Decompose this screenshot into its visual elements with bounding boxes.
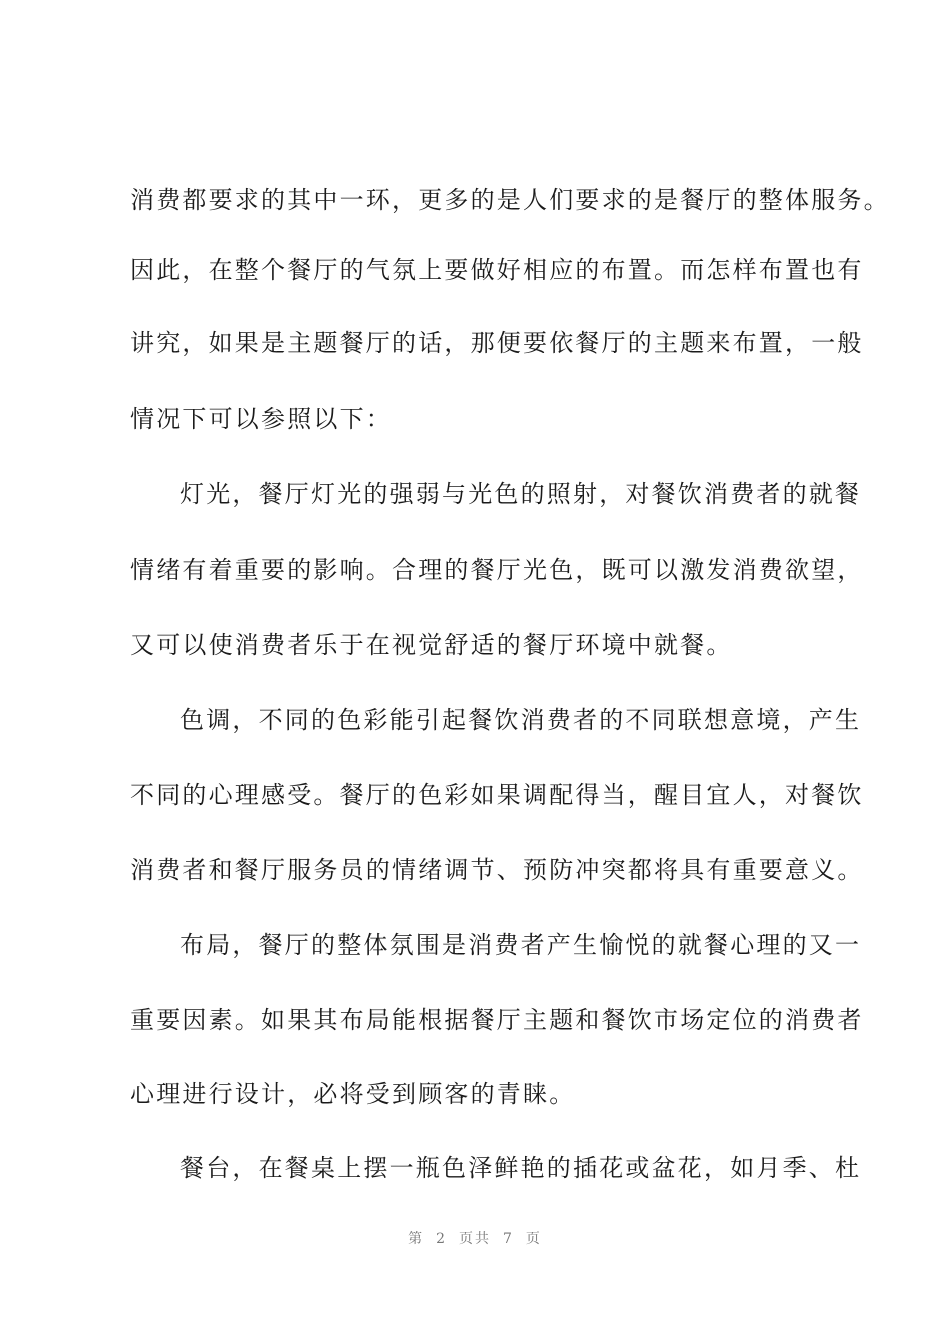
paragraph-line: 灯光，餐厅灯光的强弱与光色的照射，对餐饮消费者的就餐 [180, 480, 862, 508]
paragraph-line: 餐台，在餐桌上摆一瓶色泽鲜艳的插花或盆花，如月季、杜 [180, 1154, 862, 1182]
paragraph-line: 不同的心理感受。餐厅的色彩如果调配得当，醒目宜人，对餐饮 [130, 781, 864, 809]
paragraph-line: 消费都要求的其中一环，更多的是人们要求的是餐厅的整体服务。 [130, 186, 890, 214]
paragraph-line: 消费者和餐厅服务员的情绪调节、预防冲突都将具有重要意义。 [130, 856, 864, 884]
paragraph-line: 布局，餐厅的整体氛围是消费者产生愉悦的就餐心理的又一 [180, 931, 862, 959]
paragraph-line: 心理进行设计，必将受到顾客的青睐。 [130, 1080, 576, 1108]
footer-middle: 页共 [459, 1231, 491, 1247]
footer-prefix: 第 [408, 1231, 425, 1247]
paragraph-line: 重要因素。如果其布局能根据餐厅主题和餐饮市场定位的消费者 [130, 1006, 864, 1034]
paragraph-line: 色调，不同的色彩能引起餐饮消费者的不同联想意境，产生 [180, 706, 862, 734]
page-footer [0, 1229, 950, 1249]
paragraph-line: 情况下可以参照以下： [130, 405, 392, 433]
paragraph-line: 情绪有着重要的影响。合理的餐厅光色，既可以激发消费欲望， [130, 556, 864, 584]
footer-suffix: 页 [525, 1231, 542, 1247]
paragraph-line: 又可以使消费者乐于在视觉舒适的餐厅环境中就餐。 [130, 631, 733, 659]
total-pages: 7 [503, 1231, 514, 1247]
paragraph-line: 因此，在整个餐厅的气氛上要做好相应的布置。而怎样布置也有 [130, 256, 864, 284]
current-page-number: 2 [436, 1231, 447, 1247]
paragraph-line: 讲究，如果是主题餐厅的话，那便要依餐厅的主题来布置，一般 [130, 329, 864, 357]
